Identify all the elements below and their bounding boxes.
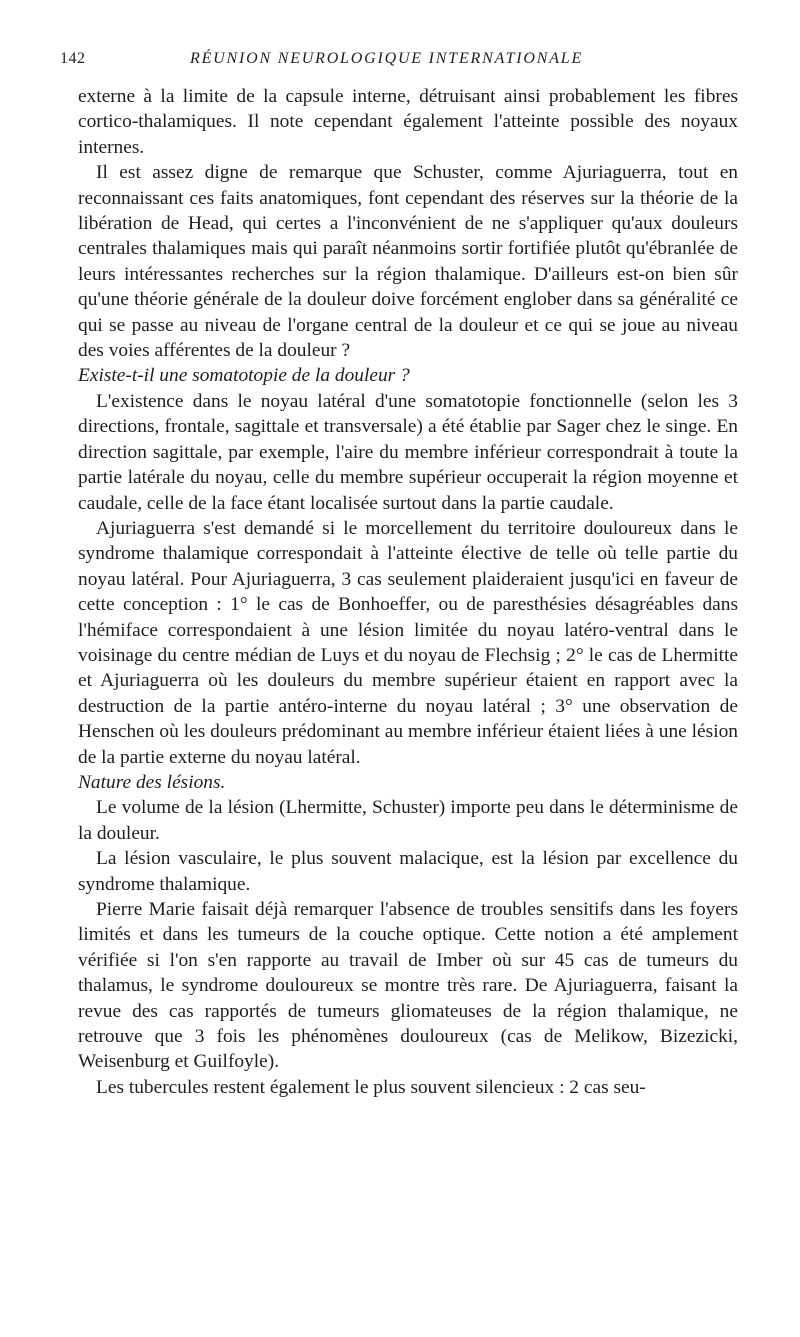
section-heading-somatotopie: Existe-t-il une somatotopie de la douleur ? — [78, 365, 410, 387]
page-number: 142 — [60, 50, 86, 67]
running-title: RÉUNION NEUROLOGIQUE INTERNATIONALE — [190, 50, 584, 67]
paragraph: Pierre Marie faisait déjà remarquer l'absence de troubles sensitifs dans les foyers limités et dans les tumeurs de la couche optique. Cette notion a été amplement vérifiée si l'on s'en rapporte au travail de Imber où sur 45 cas de tumeurs du thalamus, le syndrome douloureux se montre très rare. De Ajuriaguerra, faisant la revue des cas rapportés de tumeurs gliomateuses de la région thalamique, ne retrouve que 3 fois les phénomènes douloureux (cas de Melikow, Bizezicki, Weisenburg et Guilfoyle). — [78, 899, 738, 1073]
body-text — [78, 84, 738, 1100]
running-header — [60, 50, 760, 74]
paragraph: Ajuriaguerra s'est demandé si le morcellement du territoire douloureux dans le syndrome thalamique correspondait à l'atteinte élective de telle où telle partie du noyau latéral. Pour Ajuriaguerra, 3 cas seulement plaideraient jusqu'ici en faveur de cette conception : 1° le cas de Bonhoeffer, ou de paresthésies désagréables dans l'hémiface correspondaient à une lésion limitée du noyau latéro-ventral dans le voisinage du centre médian de Luys et du noyau de Flechsig ; 2° le cas de Lhermitte et Ajuriaguerra où les douleurs du membre supérieur étaient en rapport avec la destruction de la partie antéro-interne du noyau latéral ; 3° une observation de Henschen où les douleurs prédominant au membre inférieur étaient liées à une lésion de la partie externe du noyau latéral. — [78, 517, 738, 768]
paragraph: La lésion vasculaire, le plus souvent malacique, est la lésion par excellence du syndrome thalamique. — [78, 848, 738, 895]
section-heading-nature-des-lesions: Nature des lésions. — [78, 771, 226, 793]
paragraph: Il est assez digne de remarque que Schuster, comme Ajuriaguerra, tout en reconnaissant ces faits anatomiques, font cependant des réserves sur la théorie de la libération de Head, qui certes a l'inconvénient de ne s'appliquer qu'aux douleurs centrales thalamiques mais qui paraît néanmoins sortir fortifiée plutôt qu'ébranlée de leurs intéressantes recherches sur la région thalamique. D'ailleurs est-on bien sûr qu'une théorie générale de la douleur doive forcément englober dans sa généralité ce qui se passe au niveau de l'organe central de la douleur et ce qui se joue au niveau des voies afférentes de la douleur ? — [78, 162, 738, 362]
paragraph: Le volume de la lésion (Lhermitte, Schuster) importe peu dans le déterminisme de la douleur. — [78, 797, 738, 844]
paragraph: L'existence dans le noyau latéral d'une somatotopie fonctionnelle (selon les 3 directions, frontale, sagittale et transversale) a été établie par Sager chez le singe. En direction sagittale, par exemple, l'aire du membre inférieur correspondrait à toute la partie latérale du noyau, celle du membre supérieur occuperait la région moyenne et caudale, celle de la face étant localisée surtout dans la partie caudale. — [78, 390, 738, 514]
paragraph: externe à la limite de la capsule interne, détruisant ainsi probablement les fibres cortico-thalamiques. Il note cependant également l'atteinte possible des noyaux internes. — [78, 86, 738, 158]
paragraph: Les tubercules restent également le plus souvent silencieux : 2 cas seu- — [96, 1076, 646, 1098]
